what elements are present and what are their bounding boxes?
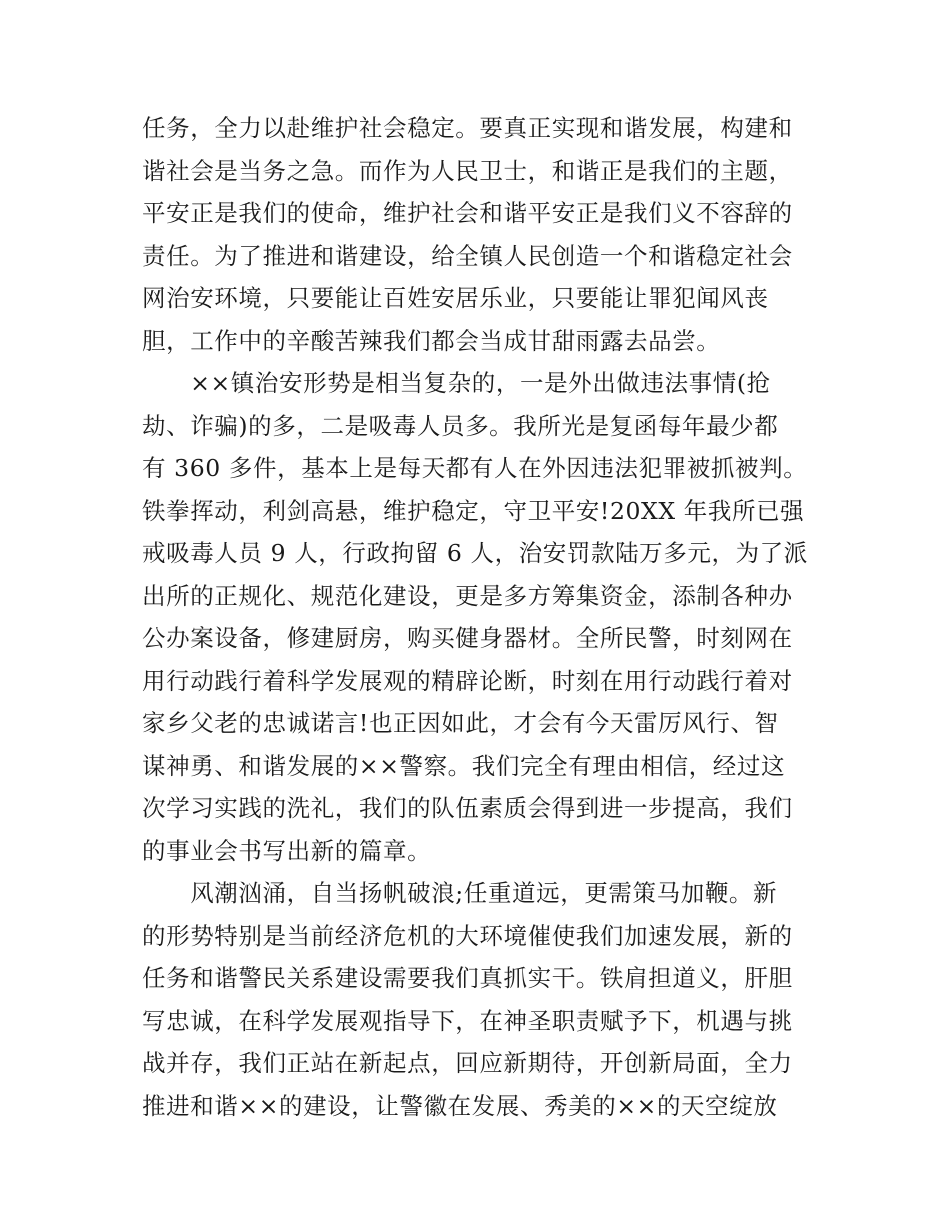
text-line: 谋神勇、和谐发展的××警察。我们完全有理由相信，经过这 xyxy=(142,751,786,780)
text-line: 战并存，我们正站在新起点，回应新期待，开创新局面，全力 xyxy=(142,1049,793,1077)
text-line: 网治安环境，只要能让百姓安居乐业，只要能让罪犯闻风丧 xyxy=(142,284,769,312)
text-line: 有 360 多件，基本上是每天都有人在外因违法犯罪被抓被判。 xyxy=(142,454,808,482)
text-line: 任务和谐警民关系建设需要我们真抓实干。铁肩担道义，肝胆 xyxy=(142,964,793,992)
text-line: 用行动践行着科学发展观的精辟论断，时刻在用行动践行着对 xyxy=(142,666,793,695)
text-line: 谐社会是当务之急。而作为人民卫士，和谐正是我们的主题， xyxy=(142,156,793,185)
text-line: 责任。为了推进和谐建设，给全镇人民创造一个和谐稳定社会 xyxy=(142,241,793,270)
text-line: 戒吸毒人员 9 人，行政拘留 6 人，治安罚款陆万多元，为了派 xyxy=(142,539,808,567)
text-line: 出所的正规化、规范化建设，更是多方筹集资金，添制各种办 xyxy=(142,581,793,610)
text-line: 任务，全力以赴维护社会稳定。要真正实现和谐发展，构建和 xyxy=(142,114,793,142)
body-text xyxy=(142,107,822,1127)
text-line: 平安正是我们的使命，维护社会和谐平安正是我们义不容辞的 xyxy=(142,199,793,227)
text-line: 风潮汹涌，自当扬帆破浪;任重道远，更需策马加鞭。新 xyxy=(142,879,778,907)
text-line: 公办案设备，修建厨房，购买健身器材。全所民警，时刻网在 xyxy=(142,624,793,652)
text-line: 的事业会书写出新的篇章。 xyxy=(142,836,432,865)
text-line: 次学习实践的洗礼，我们的队伍素质会得到进一步提高，我们 xyxy=(142,794,793,822)
text-line: ××镇治安形势是相当复杂的，一是外出做违法事情(抢 xyxy=(142,369,771,397)
text-line: 写忠诚，在科学发展观指导下，在神圣职责赋予下，机遇与挑 xyxy=(142,1006,793,1035)
text-line: 胆，工作中的辛酸苦辣我们都会当成甘甜雨露去品尝。 xyxy=(142,326,721,355)
text-line: 铁拳挥动，利剑高悬，维护稳定，守卫平安!20XX 年我所已强 xyxy=(142,496,805,525)
text-line: 家乡父老的忠诚诺言!也正因如此，才会有今天雷厉风行、智 xyxy=(142,709,779,737)
text-line: 推进和谐××的建设，让警徽在发展、秀美的××的天空绽放 xyxy=(142,1091,778,1120)
text-line: 的形势特别是当前经济危机的大环境催使我们加速发展，新的 xyxy=(142,921,793,950)
text-line: 劫、诈骗)的多，二是吸毒人员多。我所光是复函每年最少都 xyxy=(142,411,779,440)
